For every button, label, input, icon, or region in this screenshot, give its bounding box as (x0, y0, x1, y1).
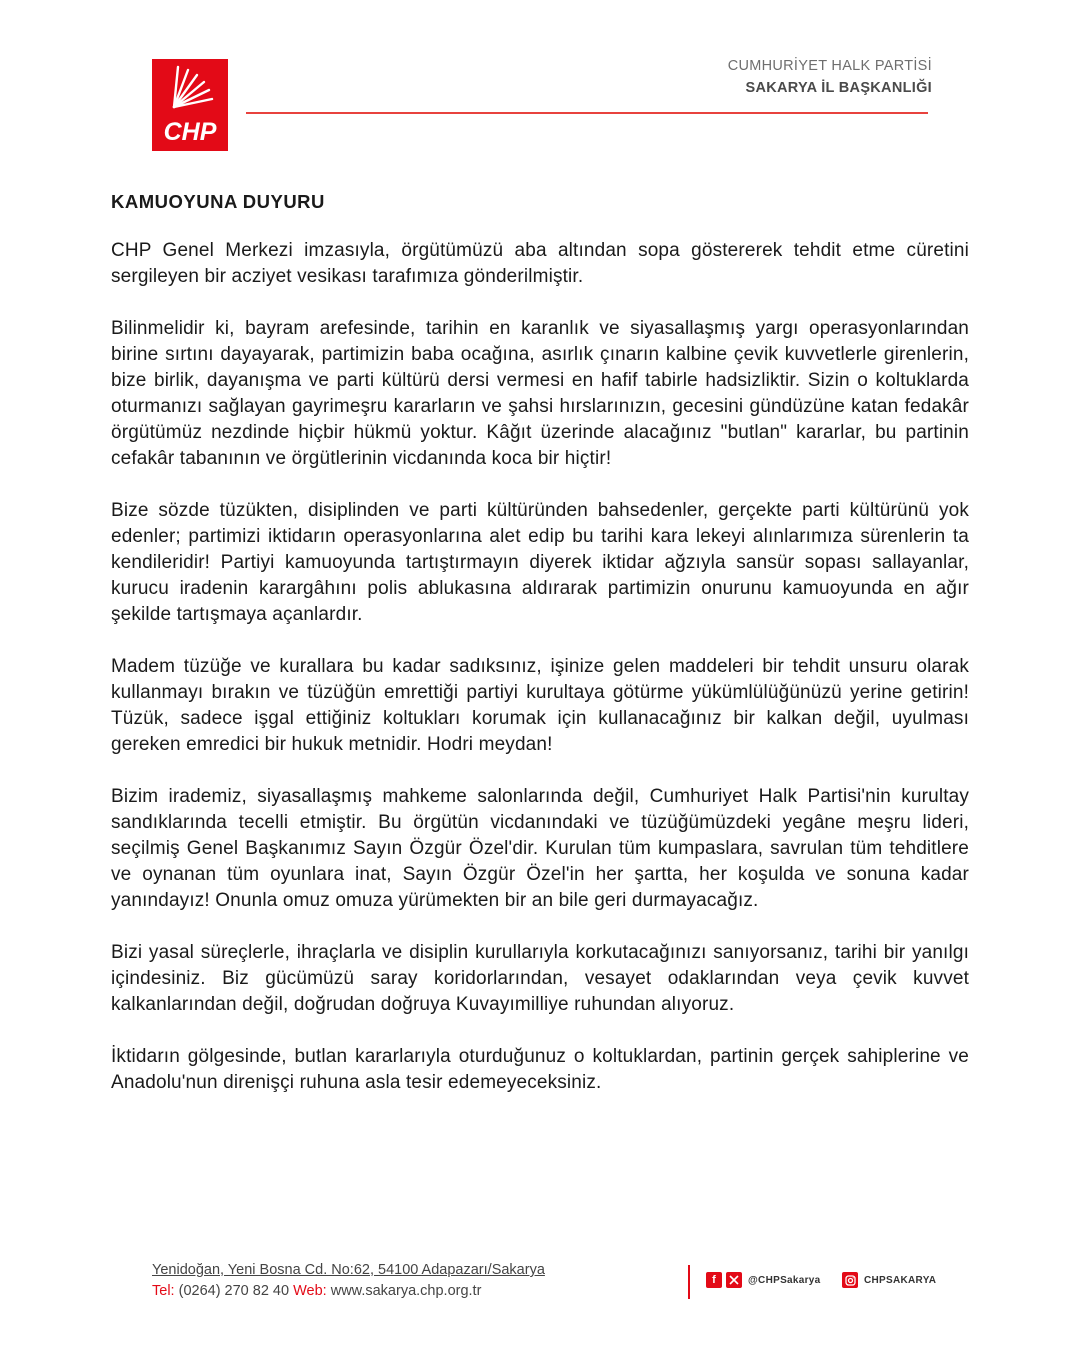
facebook-icon[interactable]: f (706, 1272, 722, 1288)
chp-logo-graphic (152, 59, 228, 151)
document-body (111, 190, 969, 1122)
tel-label: Tel: (152, 1283, 175, 1299)
org-name: CUMHURİYET HALK PARTİSİ (727, 58, 932, 74)
paragraph-5: Bizim irademiz, siyasallaşmış mahkeme salonlarında değil, Cumhuriyet Halk Partisi'nin kurultay sandıklarında tecelli etmiştir. Bu örgütün vicdanındaki ve tüzüğümüzdeki yegâne meşru lideri, seçilmiş Genel Başkanımız Sayın Özgür Özel'dir. Kurulan tüm kumpaslara, savrulan tüm tehditlere ve oynanan tüm oyunlara inat, Sayın Özgür Özel'in her şartta, her koşulda ve sonuna kadar yanındayız! Onunla omuz omuza yürümekten bir an bile geri durmayacağız. (111, 786, 969, 911)
paragraph-3: Bize sözde tüzükten, disiplinden ve parti kültüründen bahsedenler, gerçekte parti kültürünü yok edenler; partimizi iktidarın operasyonlarına alet edip bu tarihi kara lekeyi alınlarımıza sürenlerin ta kendileridir! Partiyi kamuoyunda tartıştırmayın diyerek iktidar ağzıyla sansür sopası sallayanlar, kurucu iradenin karargâhını polis ablukasına aldırarak partimizin onurunu kamuoyunda en ağır şekilde tartışmaya açanlardır. (111, 500, 969, 625)
paragraph-1: CHP Genel Merkezi imzasıyla, örgütümüzü aba altından sopa göstererek tehdit etme cüretini sergileyen bir acziyet vesikası tarafımıza gönderilmiştir. (111, 240, 969, 287)
web-link[interactable]: www.sakarya.chp.org.tr (330, 1283, 482, 1299)
web-label: Web: (293, 1283, 327, 1299)
social-fx[interactable] (706, 1272, 821, 1288)
paragraph-6: Bizi yasal süreçlerle, ihraçlarla ve disiplin kurullarıyla korkutacağınızı sanıyorsanız, tarihi bir yanılgı içindesiniz. Biz gücümüzü saray koridorlarından, vesayet odaklarından veya çevik kuvvet kalkanlarından değil, doğrudan doğruya Kuvayımilliye ruhundan alıyoruz. (111, 942, 969, 1015)
social-handle[interactable]: @CHPSakarya (748, 1274, 821, 1286)
footer-contact-line (152, 1281, 545, 1302)
x-icon[interactable] (726, 1272, 742, 1288)
header-divider (246, 112, 928, 114)
paragraph-4: Madem tüzüğe ve kurallara bu kadar sadıksınız, işinize gelen maddeleri bir tehdit unsuru olarak kullanmayı bırakın ve tüzüğün emrettiği partiyi kurultaya götürme yükümlülüğünüzü yerine getirin! Tüzük, sadece işgal ettiğiniz koltukları korumak için kullanacağınız bir kalkan değil, uyulması gereken emredici bir hukuk metnidir. Hodri meydan! (111, 656, 969, 755)
instagram-icon[interactable] (842, 1272, 858, 1288)
footer-address[interactable]: Yenidoğan, Yeni Bosna Cd. No:62, 54100 Adapazarı/Sakarya (152, 1262, 545, 1278)
instagram-handle[interactable]: CHPSAKARYA (864, 1274, 937, 1286)
instagram-icon-graphic (845, 1275, 856, 1286)
organization-name (728, 55, 932, 99)
social-instagram[interactable] (842, 1272, 936, 1288)
tel-value[interactable]: (0264) 270 82 40 (178, 1283, 290, 1299)
x-icon-graphic (729, 1275, 739, 1285)
footer-divider (688, 1265, 690, 1299)
document-heading: KAMUOYUNA DUYURU (111, 191, 325, 212)
footer-contact-block (152, 1260, 545, 1302)
chp-logo (152, 59, 228, 151)
logo-text: CHP (163, 118, 217, 146)
paragraph-7: İktidarın gölgesinde, butlan kararlarıyla oturduğunuz o koltuklardan, partinin gerçek sahiplerine ve Anadolu'nun direnişçi ruhuna asla tesir edemeyeceksiniz. (111, 1046, 969, 1093)
paragraph-2: Bilinmelidir ki, bayram arefesinde, tarihin en karanlık ve siyasallaşmış yargı operasyonlarından birine sırtını dayayarak, partimizin baba ocağına, asırlık çınarın kalbine çevik kuvvetlerle girenlerin, bize birlik, dayanışma ve parti kültürü dersi vermesi en hafif tabirle hadsizliktir. Sizin o koltuklarda oturmanızı sağlayan gayrimeşru kararların ve şahsi hırslarınızın, gecesini gündüzüne katan fedakâr örgütümüz nezdinde hiçbir hükmü yoktur. Kâğıt üzerinde alacağınız "butlan" kararlar, bu partinin cefakâr tabanının ve örgütlerinin vicdanında koca bir hiçtir! (111, 318, 969, 469)
org-unit: SAKARYA İL BAŞKANLIĞI (745, 80, 932, 96)
